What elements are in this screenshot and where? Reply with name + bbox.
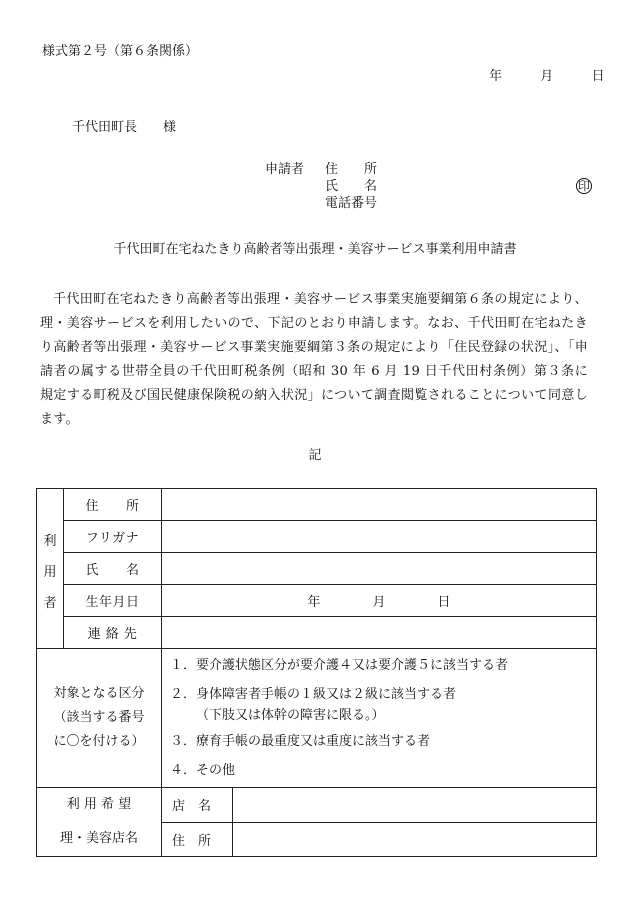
category-label-line-1: 対象となる区分 [53, 686, 145, 701]
user-char-2: 用 [43, 565, 57, 580]
applicant-phone-label: 電話番号 [325, 196, 378, 211]
category-item-3[interactable]: ３．療育手帳の最重度又は重度に該当する者 [170, 734, 431, 749]
shop-address-label: 住 所 [162, 822, 233, 857]
user-name-field[interactable] [162, 553, 597, 585]
shop-address-field[interactable] [233, 822, 597, 857]
addressee: 千代田町長 様 [72, 120, 177, 135]
category-list [162, 649, 597, 788]
category-label-line-3: に〇を付ける） [53, 734, 145, 749]
applicant-block [265, 161, 377, 212]
user-furigana-label: フリガナ [64, 521, 162, 553]
ki-heading: 記 [308, 448, 322, 463]
category-item-4[interactable]: ４．その他 [170, 763, 236, 778]
applicant-address-label: 住 所 [325, 162, 378, 177]
category-label-line-2: （該当する番号 [53, 710, 145, 725]
user-furigana-field[interactable] [162, 521, 597, 553]
date-year: 年 [489, 69, 503, 84]
shop-label-line-2: 理・美容店名 [59, 831, 138, 846]
shop-name-label: 店 名 [162, 788, 233, 823]
user-group-label [37, 489, 64, 649]
user-address-label: 住 所 [64, 489, 162, 521]
category-item-2[interactable]: ２．身体障害者手帳の１級又は２級に該当する者 [170, 687, 457, 702]
category-item-1[interactable]: １．要介護状態区分が要介護４又は要介護５に該当する者 [170, 658, 509, 673]
user-contact-label: 連 絡 先 [64, 617, 162, 649]
form-number: 様式第２号（第６条関係） [42, 44, 199, 59]
shop-label-line-1: 利 用 希 望 [66, 797, 132, 812]
user-contact-field[interactable] [162, 617, 597, 649]
body-paragraph: 千代田町在宅ねたきり高齢者等出張理・美容サービス事業実施要綱第６条の規定により、理・美容サービスを利用したいので、下記のとおり申請します。なお、千代田町在宅ねたきり高齢者等出張理・美容サービス事業実施要綱第３条の規定により「住民登録の状況」、「申請者の属する世帯全員の千代田町税条例（昭和 30 年 6 月 19 日千代田村条例）第３条に規定する町税及び国民健康保険税の納入状況」について調査閲覧されることについて同意します。 [40, 292, 588, 427]
shop-label [37, 788, 162, 857]
date-line [489, 65, 605, 84]
user-char-3: 者 [43, 596, 57, 611]
applicant-role: 申請者 [265, 162, 305, 177]
user-name-label: 氏 名 [64, 553, 162, 585]
user-dob-label: 生年月日 [64, 585, 162, 617]
user-address-field[interactable] [162, 489, 597, 521]
document-title: 千代田町在宅ねたきり高齢者等出張理・美容サービス事業利用申請書 [113, 242, 517, 257]
category-label [37, 649, 162, 788]
user-dob-field[interactable]: 年 月 日 [162, 585, 597, 617]
user-char-1: 利 [43, 534, 57, 549]
date-month: 月 [540, 69, 554, 84]
date-day: 日 [591, 69, 605, 84]
application-table [36, 488, 597, 857]
shop-name-field[interactable] [233, 788, 597, 823]
applicant-name-label: 氏 名 [325, 179, 378, 194]
category-item-2-note: （下肢又は体幹の障害に限る。） [196, 708, 385, 723]
seal-mark: 印 [577, 179, 590, 193]
